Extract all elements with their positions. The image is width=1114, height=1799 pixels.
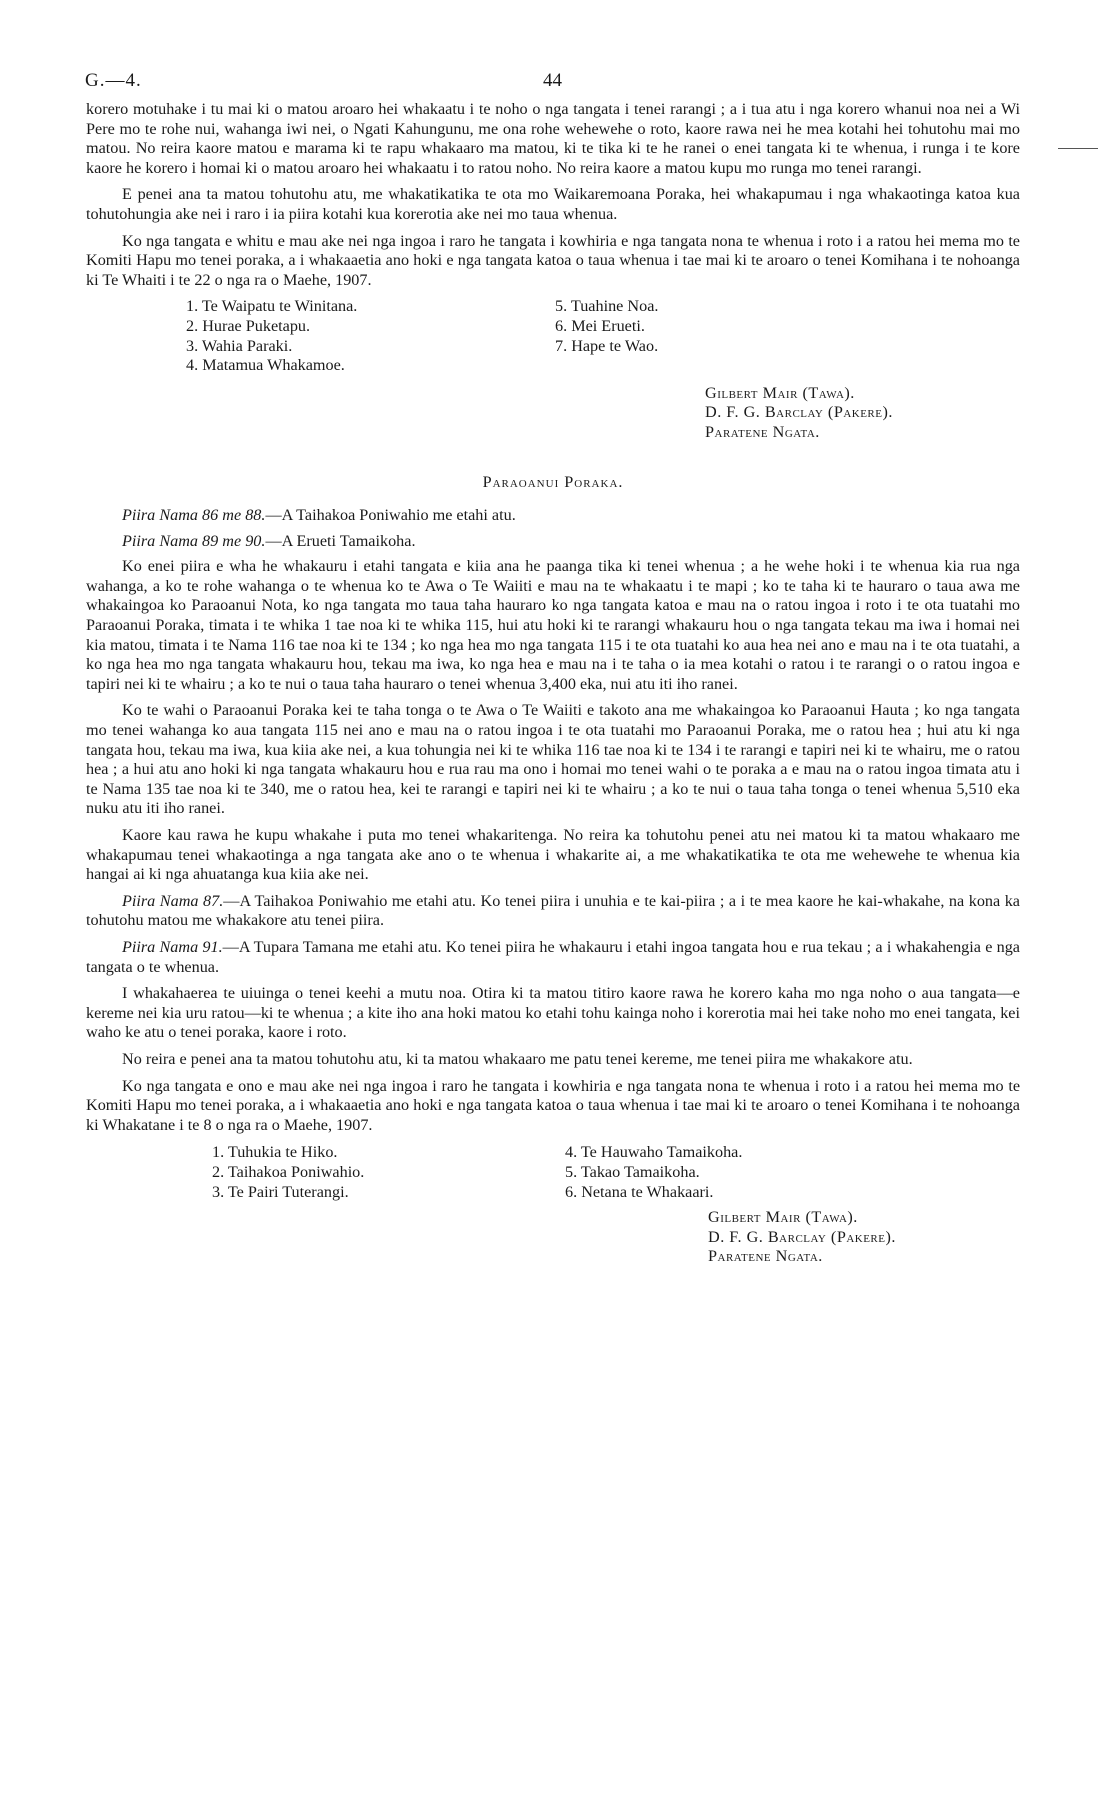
series-code: G.—4. [85,70,142,91]
list-item: 6. Netana te Whakaari. [565,1182,714,1201]
page-header [85,70,1020,96]
appeal-heading [122,532,1020,552]
signature: D. F. G. Barclay (Pakere). [705,403,893,422]
signature-block [708,1208,1020,1267]
paragraph: Ko te wahi o Paraoanui Poraka kei te taha tonga o te Awa o Te Waiiti e takoto ana me whakaingoa ko Paraoanui Hauta ; ko nga tangata mo tenei wahanga ko aua tangata 115 nei ano e mau na o ratou ingoa i te ota tuatahi mo Paraoanui Poraka, me o ratou hea ; hui atu ki nga tangata hou, tekau ma iwa, kua kiia ake nei, a kua tohungia nei ki te whika 116 tae noa ki te 134 i te rarangi e tapiri nei ki te whairu, me o ratou hea ; a hui atu ano hoki ki nga tangata whakauru hou e rua rau ma ono i homai mo tenei wahi o te poraka a e mau na o ratou ingoa timata atu i te Nama 135 tae noa ki te 340, me o ratou hea, kei te rarangi e tapiri nei ki te whairu ; a ko te nui o taua taha tonga o tenei whenua 5,510 eka nuku atu iti iho ranei. [86,701,1020,818]
paragraph: Ko nga tangata e ono e mau ake nei nga ingoa i raro he tangata i kowhiria e nga tangata nona te whenua i roto i a ratou hei mema mo te Komiti Hapu mo tenei poraka, a i whakaaetia ano hoki e nga tangata katoa o taua whenua i tae mai ki te aroaro o tenei Komihana i te nohoanga ki Whakatane i te 8 o nga ra o Maehe, 1907. [86,1076,1020,1134]
appeal-text: —A Taihakoa Poniwahio me etahi atu. Ko tenei piira i unuhia e te kai-piira ; a i te mea kaore he kai-whakahe, na kona ka tohutohu matou me whakakore atu tenei piira. [86,891,1020,930]
paragraph: Kaore kau rawa he kupu whakahe i puta mo tenei whakaritenga. No reira ka tohutohu penei atu nei matou ki ta matou whakaaro me whakapumau tenei whakaotinga a nga tangata ake ano o te whenua i whakarite ai, a me whakatikatika te ota me wehewehe te whenua kia hangai ai ki nga ahuatanga kua kiia ake nei. [86,826,1020,884]
appeal-label: Piira Nama 86 me 88. [122,506,266,525]
signature: D. F. G. Barclay (Pakere). [708,1227,896,1246]
page-number: 44 [543,70,562,91]
paragraph: korero motuhake i tu mai ki o matou aroaro hei whakaatu i te noho o nga tangata i tenei rarangi ; a i tua atu i nga korero whanui noa nei a Wi Pere mo te rohe nui, wahanga iwi nei, o Ngati Kahungunu, me ona rohe wehewehe o roto, kaore rawa nei he mea kotahi hei tohutohu mai mo matou. No reira kaore matou e marama ki te rapu whakaaro ma matou, ki te tika ki te he ranei o enei tangata ki te whenua, i runga i te kore kaore he korero i homai ki o matou aroaro hei whakaatu i to ratou noho. No reira kaore a matou kupu mo runga mo tenei rarangi. [86,100,1020,177]
list-item: 1. Te Waipatu te Winitana. [186,297,358,316]
appeal-paragraph [86,892,1020,931]
paragraph: I whakahaerea te uiuinga o tenei keehi a mutu noa. Otira ki ta matou titiro kaore rawa he korero kaha mo nga noho o aua tangata—e kereme nei kia uru ratou—ki te whenua ; a kite iho ana hoki matou ko etahi tohu kainga noho i korerotia mai hei take noho mo enei tangata, kei waho ke atu o tenei poraka, kaore i roto. [86,984,1020,1042]
signature: Paratene Ngata. [708,1247,823,1266]
appeal-label: Piira Nama 89 me 90. [122,531,266,550]
appeal-text: —A Erueti Tamaikoha. [265,531,416,550]
signature: Paratene Ngata. [705,422,820,441]
list-item: 4. Te Hauwaho Tamaikoha. [565,1143,743,1162]
signature-block [705,384,1020,443]
list-item: 7. Hape te Wao. [555,336,659,355]
list-item: 1. Tuhukia te Hiko. [212,1143,338,1162]
list-item: 6. Mei Erueti. [555,316,645,335]
committee-list-right [555,297,658,375]
section-title: Paraoanui Poraka. [482,472,624,491]
list-item: 4. Matamua Whakamoe. [186,356,345,375]
committee-list-right [565,1143,742,1202]
page-body [86,100,1020,1267]
signature: Gilbert Mair (Tawa). [705,383,855,402]
appeal-label: Piira Nama 91. [122,937,223,956]
paragraph: Ko enei piira e wha he whakauru i etahi tangata e kiia ana he paanga tika ki tenei whenua ; a he wehe hoki i te whenua kia rua nga wahanga, a ko te rohe wahanga o te whenua ko te Awa o Te Waiiti e mau na te whakaatu i te mapi ; ko te taha ki te hauraro o taua awa me whakaingoa ko Paraoanui Nota, ko nga tangata mo taua taha hauraro ko nga tangata katoa e mau na o ratou ingoa i roto i te ota tuatahi mo Paraoanui Poraka, timata i te whika 1 tae noa ki te whika 115, hui atu hoki ki te rarangi whakauru hou o nga tangata tekau ma iwa i homai nei kia matou, timata i te Nama 116 tae noa ki te 134 ; ko nga hea mo nga tangata 115 i te ota tuatahi ko aua hea nei ano e mau na i te ota tuatahi, a ko nga hea mo nga tangata whakauru hou, tekau ma iwa, ko nga hea e mau na i te taha o ia mea kotahi o ratou i te rarangi o o ratou ingoa e tapiri nei ki te whairu ; a ko te nui o taua taha hauraro o tenei whenua 3,400 eka, nui atu iti iho ranei. [86,557,1020,693]
signature: Gilbert Mair (Tawa). [708,1208,858,1227]
paragraph: No reira e penei ana ta matou tohutohu atu, ki ta matou whakaaro me patu tenei kereme, me tenei piira me whakakore atu. [122,1049,913,1068]
appeal-text: —A Taihakoa Poniwahio me etahi atu. [265,506,516,525]
committee-list-left [86,297,555,375]
appeal-label: Piira Nama 87. [122,891,224,910]
list-item: 3. Wahia Paraki. [186,336,293,355]
committee-list [86,297,1020,375]
margin-mark [1058,148,1098,150]
list-item: 5. Takao Tamaikoha. [565,1162,700,1181]
paragraph: E penei ana ta matou tohutohu atu, me whakatikatika te ota mo Waikaremoana Poraka, hei whakapumau i nga whakaotinga katoa kua tohutohungia ake nei i raro i ia piira kotahi kua korerotia ake nei mo taua whenua. [86,185,1020,223]
appeal-heading [122,506,1020,526]
committee-list [86,1143,1020,1202]
list-item: 3. Te Pairi Tuterangi. [212,1182,349,1201]
list-item: 5. Tuahine Noa. [555,297,659,316]
committee-list-left [86,1143,565,1202]
paragraph: Ko nga tangata e whitu e mau ake nei nga ingoa i raro he tangata i kowhiria e nga tangata nona te whenua i roto i a ratou hei mema mo te Komiti Hapu mo tenei poraka, a i whakaaetia ano hoki e nga tangata katoa o taua whenua i tae mai ki te aroaro o tenei Komihana i te nohoanga ki Te Whaiti i te 22 o nga ra o Maehe, 1907. [86,231,1020,289]
appeal-paragraph [86,938,1020,977]
list-item: 2. Hurae Puketapu. [186,316,311,335]
appeal-text: —A Tupara Tamana me etahi atu. Ko tenei piira he whakauru i etahi ingoa tangata hou e rua tekau ; a i whakahengia e nga tangata o te whenua. [86,937,1020,976]
list-item: 2. Taihakoa Poniwahio. [212,1162,365,1181]
